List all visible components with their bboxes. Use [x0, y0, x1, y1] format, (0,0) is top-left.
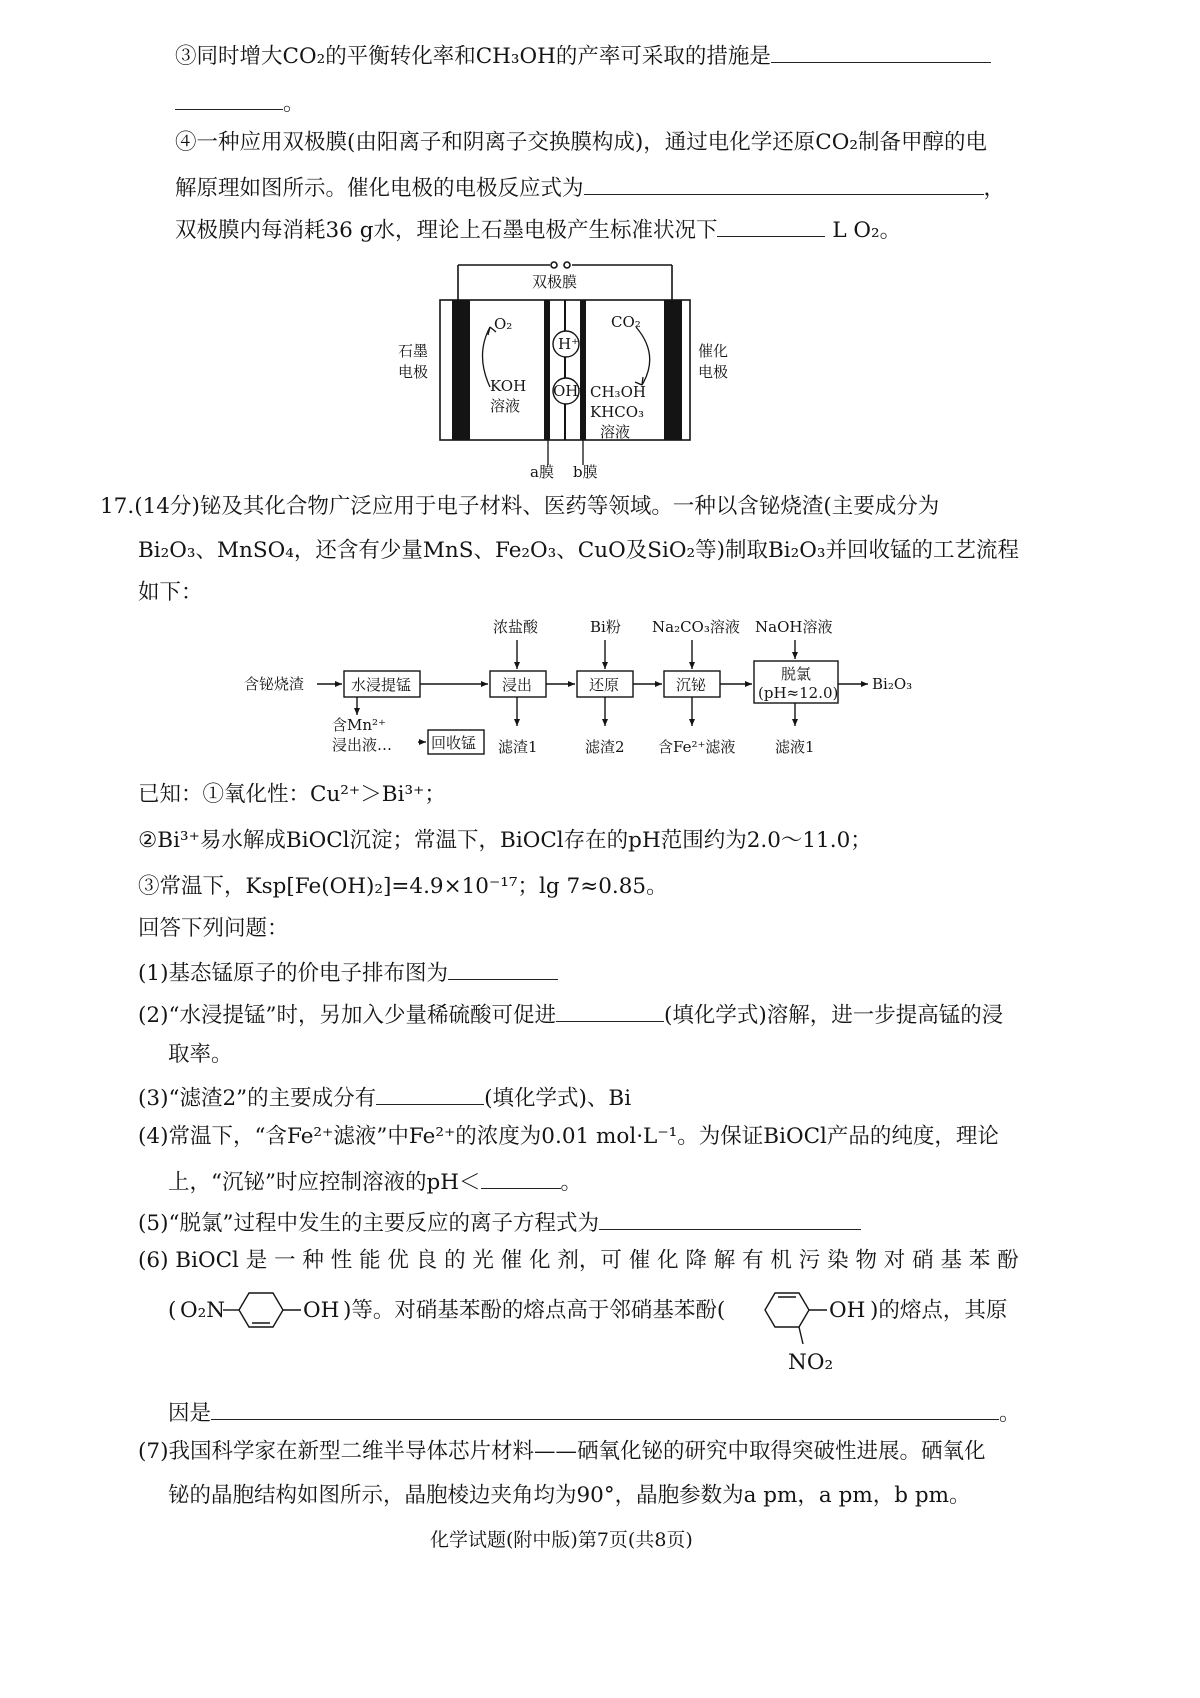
answer-blank[interactable]	[175, 85, 283, 110]
label-a-membrane: a膜	[530, 463, 554, 480]
step-dechlorinate-ph: (pH≈12.0)	[758, 684, 839, 702]
answer-blank[interactable]	[599, 1205, 861, 1230]
q16-part4-unit: L O₂。	[832, 218, 902, 243]
label-koh: KOH	[490, 377, 527, 395]
q16-part4-line1: ④一种应用双极膜(由阳离子和阴离子交换膜构成)，通过电化学还原CO₂制备甲醇的电	[175, 130, 987, 155]
question-3-text: (3)“滤渣2”的主要成分有	[138, 1086, 377, 1111]
question-3	[138, 1080, 631, 1114]
known-3: ③常温下，Ksp[Fe(OH)₂]=4.9×10⁻¹⁷；lg 7≈0.85。	[138, 874, 668, 899]
question-1-text: (1)基态锰原子的价电子排布图为	[138, 961, 448, 986]
answer-prompt: 回答下列问题：	[138, 916, 289, 941]
question-6-text-b: )的熔点，其原	[870, 1298, 1008, 1323]
paren-open: (	[168, 1298, 177, 1323]
label-o2: O₂	[494, 315, 513, 333]
benzene-ring-para	[223, 1288, 303, 1332]
product-bi2o3: Bi₂O₃	[872, 675, 913, 693]
answer-blank[interactable]	[481, 1164, 561, 1189]
step-dechlorinate: 脱氯	[781, 665, 812, 683]
question-2-line2: 取率。	[168, 1042, 233, 1067]
question-1	[138, 955, 558, 989]
question-4-text: 上，“沉铋”时应控制溶液的pH＜	[168, 1170, 481, 1195]
filter-residue-1: 滤渣1	[498, 738, 538, 756]
reagent-bi-powder: Bi粉	[590, 618, 621, 636]
question-6-line2	[168, 1296, 1048, 1375]
reagent-conc-hcl: 浓盐酸	[493, 618, 539, 636]
answer-blank[interactable]	[211, 1395, 999, 1420]
reagent-na2co3: Na₂CO₃溶液	[652, 618, 740, 636]
formula-no2: NO₂	[788, 1350, 834, 1375]
q17-intro-line1: 17.(14分)铋及其化合物广泛应用于电子材料、医药等领域。一种以含铋烧渣(主要成分为	[100, 494, 940, 519]
q16-part4-line2	[175, 170, 1005, 204]
answer-blank[interactable]	[556, 997, 664, 1022]
question-4-line2	[168, 1164, 582, 1198]
step-water-leach: 水浸提锰	[351, 676, 412, 694]
formula-oh-ortho: OH	[829, 1298, 866, 1323]
mn-leachate: 含Mn²⁺	[332, 716, 386, 734]
label-electrode-right: 电极	[698, 363, 729, 381]
label-oh-minus: OH⁻	[553, 382, 587, 400]
answer-blank[interactable]	[717, 212, 825, 237]
question-4-line1: (4)常温下，“含Fe²⁺滤液”中Fe²⁺的浓度为0.01 mol·L⁻¹。为保证BiOCl产品的纯度，理论	[138, 1124, 999, 1149]
known-1: 已知：①氧化性：Cu²⁺＞Bi³⁺；	[138, 782, 446, 807]
label-catalyst: 催化	[698, 342, 729, 360]
answer-blank[interactable]	[448, 955, 558, 980]
step-precipitate: 沉铋	[676, 676, 707, 694]
filter-residue-2: 滤渣2	[585, 738, 625, 756]
q16-part4-text: 解原理如图所示。催化电极的电极反应式为	[175, 176, 584, 201]
question-6-text: )等。对硝基苯酚的熔点高于邻硝基苯酚(	[343, 1298, 726, 1323]
step-leach: 浸出	[502, 676, 533, 694]
process-flow-diagram	[240, 612, 940, 762]
question-6-text-c: 因是	[168, 1401, 212, 1426]
label-khco3: KHCO₃	[590, 403, 645, 421]
q16-part3-line	[175, 38, 991, 72]
page-footer: 化学试题(附中版)第7页(共8页)	[430, 1529, 693, 1551]
q17-intro-line3: 如下：	[138, 580, 203, 605]
recover-mn: 回收锰	[431, 734, 477, 752]
formula-o2n: O₂N	[180, 1298, 226, 1323]
question-2-text: (2)“水浸提锰”时，另加入少量稀硫酸可促进	[138, 1003, 556, 1028]
q16-part3-text: ③同时增大CO₂的平衡转化率和CH₃OH的产率可采取的措施是	[175, 44, 771, 69]
known-2: ②Bi³⁺易水解成BiOCl沉淀；常温下，BiOCl存在的pH范围约为2.0～11.0；	[138, 828, 872, 853]
q16-part4-text: 双极膜内每消耗36 g水，理论上石墨电极产生标准状况下	[175, 218, 718, 243]
label-b-membrane: b膜	[573, 463, 598, 480]
q16-part4-line3	[175, 212, 901, 246]
question-2-text-b: (填化学式)溶解，进一步提高锰的浸	[663, 1003, 1004, 1028]
label-ch3oh: CH₃OH	[590, 383, 646, 401]
q17-intro-line2: Bi₂O₃、MnSO₄，还含有少量MnS、Fe₂O₃、CuO及SiO₂等)制取Bi₂O₃并回收锰的工艺流程	[138, 538, 1019, 563]
question-6-line3	[168, 1395, 1021, 1429]
label-bipolar-membrane: 双极膜	[532, 273, 578, 291]
question-3-text-b: (填化学式)、Bi	[484, 1086, 632, 1111]
filtrate-fe: 含Fe²⁺滤液	[658, 738, 736, 756]
question-5	[138, 1205, 861, 1239]
question-5-text: (5)“脱氯”过程中发生的主要反应的离子方程式为	[138, 1211, 599, 1236]
answer-blank[interactable]	[584, 170, 984, 195]
reagent-naoh: NaOH溶液	[755, 618, 833, 636]
punct: 。	[560, 1170, 583, 1195]
filtrate-1: 滤液1	[775, 738, 815, 756]
q16-part3-line2	[175, 85, 305, 119]
electrolysis-diagram	[380, 255, 760, 480]
question-7-line1: (7)我国科学家在新型二维半导体芯片材料——硒氧化铋的研究中取得突破性进展。硒氧化	[138, 1439, 986, 1464]
answer-blank[interactable]	[771, 38, 991, 63]
label-right-solution: 溶液	[600, 423, 631, 441]
label-h-plus: H⁺	[558, 335, 579, 353]
label-electrode-left: 电极	[398, 363, 429, 381]
label-graphite: 石墨	[398, 342, 429, 360]
formula-oh: OH	[303, 1298, 340, 1323]
question-2-line1	[138, 997, 1003, 1031]
label-koh-solution: 溶液	[490, 397, 521, 415]
answer-blank[interactable]	[376, 1080, 484, 1105]
punct: 。	[999, 1401, 1021, 1426]
start-material: 含铋烧渣	[244, 675, 305, 693]
mn-leachate-2: 浸出液…	[332, 736, 393, 754]
punct: ，	[983, 176, 1006, 201]
step-reduce: 还原	[589, 676, 620, 694]
punct: 。	[283, 91, 305, 116]
question-7-line2: 铋的晶胞结构如图所示，晶胞棱边夹角均为90°，晶胞参数为a pm，a pm，b pm。	[168, 1483, 971, 1508]
question-6-line1: (6) BiOCl 是 一 种 性 能 优 良 的 光 催 化 剂，可 催 化 降 解 有 机 污 染 物 对 硝 基 苯 酚	[138, 1248, 1019, 1273]
label-co2: CO₂	[611, 313, 641, 331]
